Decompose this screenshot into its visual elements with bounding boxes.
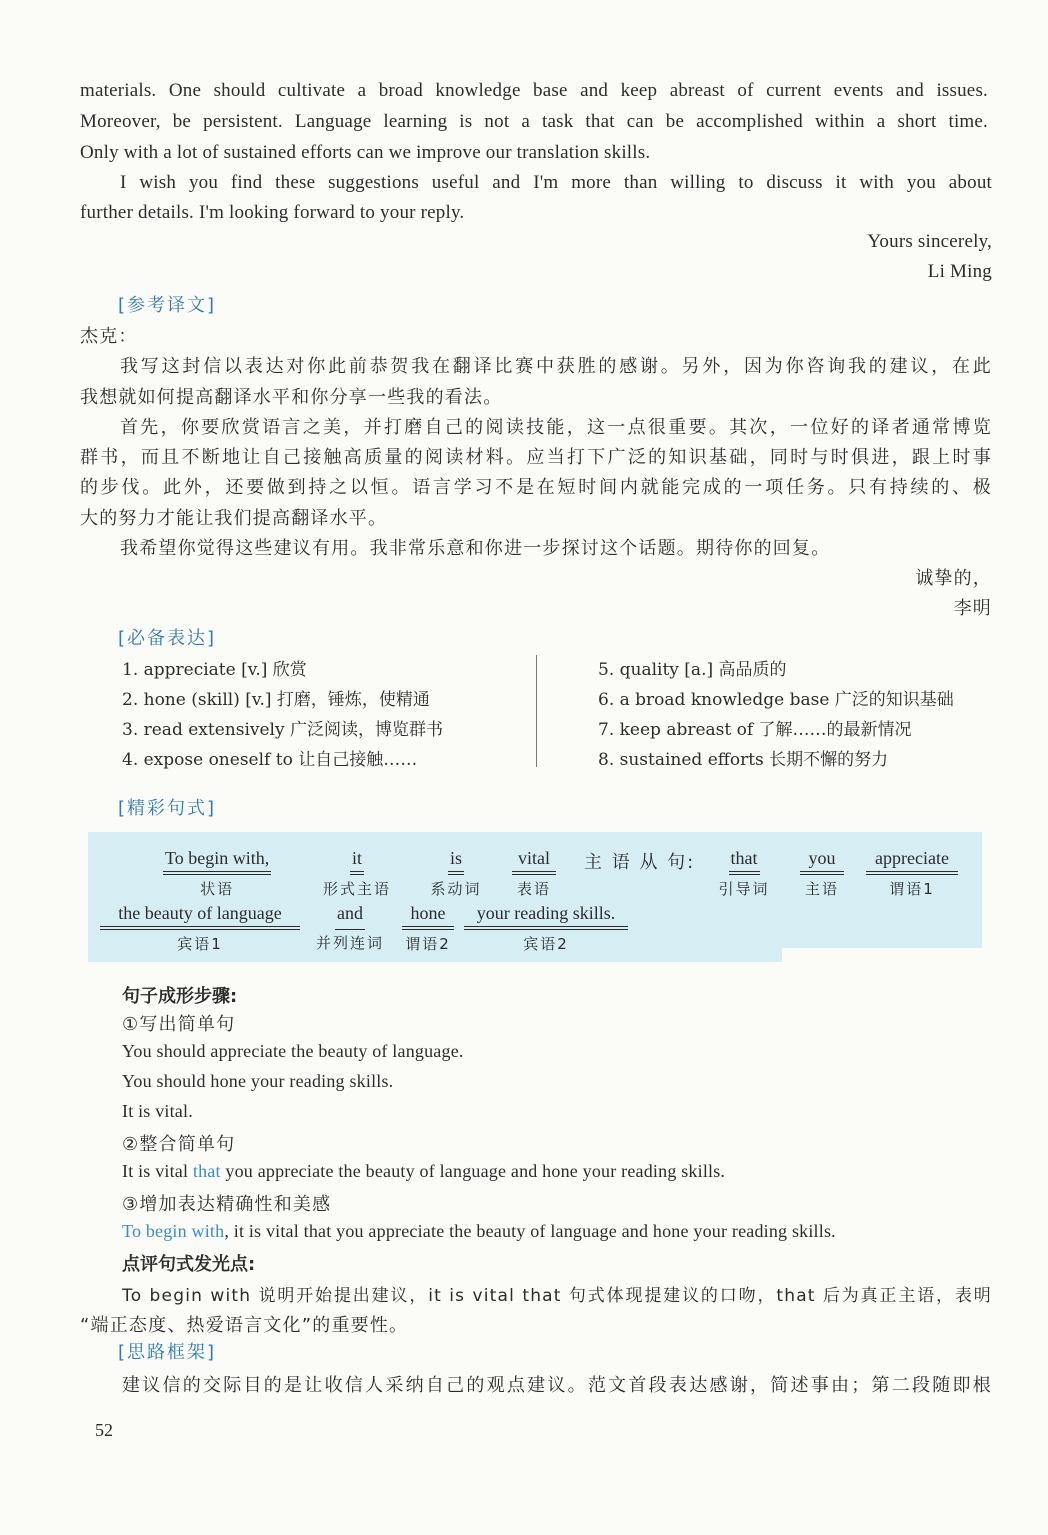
- translation-line-5: 的步伐。此外，还要做到持之以恒。语言学习不是在短时间内就能完成的一项任务。只有持续的、极: [80, 477, 992, 498]
- letter-line-2: Moreover, be persistent. Language learning is not a task that can be accomplished within a short time.: [80, 111, 988, 132]
- expression-item: 3. read extensively 广泛阅读，博览群书: [122, 720, 443, 740]
- sentence-segment: that 引导词: [718, 848, 770, 898]
- expressions-heading: [必备表达]: [118, 628, 217, 649]
- letter-line-4: I wish you find these suggestions useful and I'm more than willing to discuss it with you about: [120, 172, 992, 193]
- letter-closing: Yours sincerely,: [867, 231, 992, 252]
- translation-line-1: 我写这封信以表达对你此前恭贺我在翻译比赛中获胜的感谢。另外，因为你咨询我的建议，在此: [120, 356, 992, 377]
- sentence-segment: your reading skills. 宾语2: [464, 903, 628, 954]
- simple-sentence: It is vital.: [122, 1101, 193, 1121]
- step-3-label: ③增加表达精确性和美感: [122, 1194, 332, 1215]
- sentence-segment: is 系动词: [430, 848, 482, 898]
- translation-heading: [参考译文]: [118, 295, 217, 316]
- translation-signature: 李明: [953, 598, 992, 619]
- translation-line-3: 首先，你要欣赏语言之美，并打磨自己的阅读技能，这一点很重要。其次，一位好的译者通常博览: [120, 417, 992, 438]
- simple-sentence: You should appreciate the beauty of language.: [122, 1041, 464, 1061]
- sentence-segment: To begin with, 状语: [165, 848, 270, 898]
- expression-item: 8. sustained efforts 长期不懈的努力: [598, 750, 889, 770]
- combined-sentence: It is vital that you appreciate the beauty of language and hone your reading skills.: [122, 1161, 726, 1181]
- sentence-segment: you 主语: [800, 848, 844, 899]
- review-title: 点评句式发光点:: [122, 1254, 256, 1275]
- expression-item: 4. expose oneself to 让自己接触……: [122, 750, 418, 770]
- expression-item: 7. keep abreast of 了解……的最新情况: [598, 720, 912, 740]
- steps-title: 句子成形步骤:: [122, 986, 238, 1007]
- sentence-segment: appreciate 谓语1: [866, 848, 958, 899]
- letter-signature: Li Ming: [927, 261, 992, 282]
- simple-sentence: You should hone your reading skills.: [122, 1071, 394, 1091]
- step-2-label: ②整合简单句: [122, 1134, 236, 1155]
- sentence-segment: it 形式主语: [322, 848, 391, 898]
- final-sentence: To begin with, it is vital that you appreciate the beauty of language and hone your reading skills.: [122, 1221, 836, 1241]
- expression-item: 6. a broad knowledge base 广泛的知识基础: [598, 690, 954, 710]
- letter-line-1: materials. One should cultivate a broad knowledge base and keep abreast of current events and issues.: [80, 80, 988, 101]
- step-1-label: ①写出简单句: [122, 1014, 236, 1035]
- framework-line-1: 建议信的交际目的是让收信人采纳自己的观点建议。范文首段表达感谢，简述事由；第二段随即根: [122, 1375, 992, 1396]
- translation-line-4: 群书，而且不断地让自己接触高质量的阅读材料。应当打下广泛的知识基础，同时与时俱进，跟上时事: [80, 447, 992, 468]
- expression-item: 5. quality [a.] 高品质的: [598, 660, 787, 680]
- translation-line-7: 我希望你觉得这些建议有用。我非常乐意和你进一步探讨这个话题。期待你的回复。: [120, 538, 831, 559]
- page-number: 52: [95, 1420, 113, 1440]
- clause-label: 主 语 从 句:: [584, 852, 696, 873]
- sentence-heading: [精彩句式]: [118, 798, 217, 819]
- expressions-divider: [536, 655, 537, 767]
- review-line-1: To begin with 说明开始提出建议，it is vital that 句式体现提建议的口吻，that 后为真正主语，表明: [122, 1286, 992, 1306]
- translation-closing: 诚挚的，: [915, 568, 992, 589]
- sentence-segment: hone 谓语2: [402, 903, 454, 954]
- expression-item: 2. hone (skill) [v.] 打磨，锤炼，使精通: [122, 690, 430, 710]
- sentence-segment: the beauty of language 宾语1: [100, 903, 300, 954]
- sentence-segment: vital 表语: [512, 848, 556, 899]
- translation-line-2: 我想就如何提高翻译水平和你分享一些我的看法。: [80, 387, 503, 408]
- translation-greeting: 杰克：: [80, 326, 138, 347]
- framework-heading: [思路框架]: [118, 1342, 217, 1363]
- sentence-segment: and 并列连词: [315, 903, 384, 952]
- expression-item: 1. appreciate [v.] 欣赏: [122, 660, 307, 680]
- letter-line-3: Only with a lot of sustained efforts can we improve our translation skills.: [80, 142, 651, 163]
- translation-line-6: 大的努力才能让我们提高翻译水平。: [80, 508, 388, 529]
- review-line-2: “端正态度、热爱语言文化”的重要性。: [80, 1315, 409, 1336]
- letter-line-5: further details. I'm looking forward to your reply.: [80, 202, 465, 223]
